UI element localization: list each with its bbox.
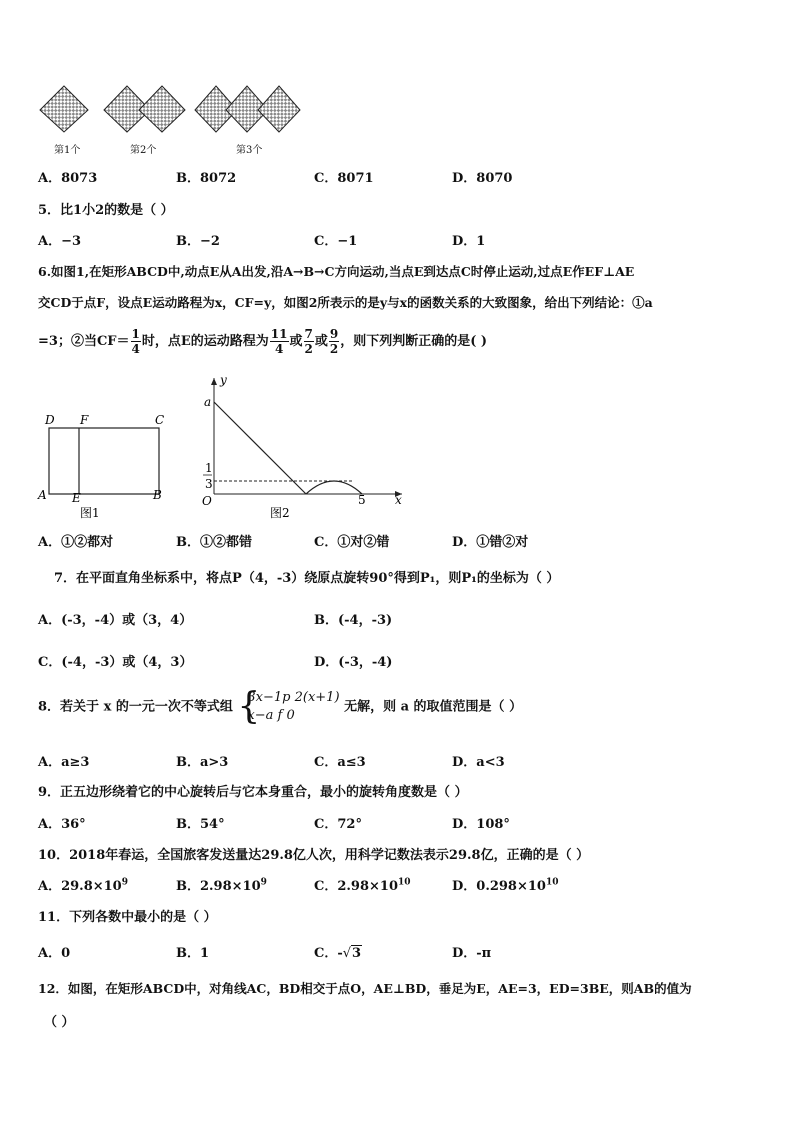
fig2-label-five: 5: [358, 493, 366, 507]
q8-option-a: A．a≥3: [38, 755, 90, 770]
fig2-label-x: x: [395, 493, 402, 507]
pattern-3: [195, 86, 300, 132]
pattern-2: [104, 86, 185, 132]
q5-option-b: B．−2: [176, 234, 220, 249]
q8-stem: [38, 686, 523, 727]
q10-option-d: D．$0.298\times 10^{10}$: [452, 877, 559, 894]
q6-line3-a: =3；②当CF＝: [38, 334, 130, 349]
fig1-caption: 图1: [80, 506, 100, 520]
q11-option-b: B．1: [176, 946, 210, 961]
fig2-label-o: O: [202, 494, 212, 508]
fig2-label-y: y: [220, 373, 227, 387]
q6-line3: [38, 327, 487, 356]
figure-2-graph: [194, 372, 409, 524]
fig2-label-a: a: [204, 395, 212, 409]
q9-option-c: C．72°: [314, 817, 362, 832]
q5-option-c: C．−1: [314, 234, 358, 249]
pattern-label-2: 第2个: [130, 145, 157, 156]
q8-row1: 3x−1p 2(x+1): [247, 690, 340, 705]
frac-nine-halves: $\frac{9}{2}$: [329, 327, 339, 356]
fig2-label-one: 1: [205, 461, 213, 475]
frac-eleven-quarters: $\frac{11}{4}$: [270, 327, 288, 356]
q10-option-a: A．$29.8\times 10^9$: [38, 877, 128, 894]
fig1-label-e: E: [72, 491, 81, 505]
q6-line3-c: 或: [289, 334, 303, 349]
q4-option-a: A．8073: [38, 171, 98, 186]
q12-line1: 12．如图，在矩形ABCD中，对角线AC，BD相交于点O，AE⊥BD，垂足为E，AE=3，ED=3BE，则AB的值为: [38, 981, 692, 996]
q9-stem: 9．正五边形绕着它的中心旋转后与它本身重合，最小的旋转角度数是（ ）: [38, 785, 468, 800]
pattern-1: [40, 86, 88, 132]
fig1-label-f: F: [80, 413, 89, 427]
q9-option-d: D．108°: [452, 817, 510, 832]
q10-option-b: B．$2.98\times 10^9$: [176, 877, 267, 894]
q5-option-a: A．−3: [38, 234, 82, 249]
q6-option-d: D．①错②对: [452, 535, 529, 550]
q8-stem-b: 无解，则 a 的取值范围是（ ）: [344, 699, 523, 715]
q6-line3-b: 时，点E的运动路程为: [141, 334, 269, 349]
q4-option-b: B．8072: [176, 171, 237, 186]
q6-option-a: A．①②都对: [38, 535, 114, 550]
q7-option-d: D．(-3，-4): [314, 655, 393, 670]
q4-option-c: C．8071: [314, 171, 374, 186]
frac-one-quarter: $\frac{1}{4}$: [131, 327, 140, 356]
q6-line3-e: ，则下列判断正确的是( ): [340, 334, 488, 349]
pattern-label-1: 第1个: [54, 145, 81, 156]
fig1-label-c: C: [155, 413, 165, 427]
brace-icon: {: [237, 686, 261, 727]
pattern-label-3: 第3个: [236, 145, 263, 156]
q8-option-d: D．a<3: [452, 755, 505, 770]
fig2-label-three: 3: [205, 477, 213, 491]
q7-option-c: C．(-4，-3）或（4，3）: [38, 655, 193, 670]
q7-option-b: B．(-4，-3): [314, 613, 393, 628]
q5-option-d: D．1: [452, 234, 486, 249]
q12-line2: （ ）: [44, 1015, 75, 1030]
q8-option-b: B．a>3: [176, 755, 229, 770]
q7-option-a: A．(-3，-4）或（3，4）: [38, 613, 193, 628]
fig1-label-d: D: [45, 413, 55, 427]
q9-option-a: A．36°: [38, 817, 86, 832]
fig1-label-a: A: [38, 488, 47, 502]
q5-stem: 5．比1小2的数是（ ）: [38, 203, 174, 218]
pattern-figures: [38, 84, 308, 136]
frac-seven-halves: $\frac{7}{2}$: [304, 327, 313, 356]
q11-stem: 11．下列各数中最小的是（ ）: [38, 910, 217, 925]
q8-inequality-system: [237, 686, 340, 727]
q7-stem: 7．在平面直角坐标系中，将点P（4，-3）绕原点旋转90°得到P₁，则P₁的坐标为（ ）: [54, 571, 560, 586]
q8-row2: x−a f 0: [247, 708, 295, 723]
q6-line3-d: 或: [314, 334, 328, 349]
q8-option-c: C．a≤3: [314, 755, 366, 770]
q10-stem: 10．2018年春运，全国旅客发送量达29.8亿人次，用科学记数法表示29.8亿，正确的是（ ）: [38, 848, 590, 863]
fig2-caption: 图2: [270, 506, 290, 520]
q6-line1: 6.如图1,在矩形ABCD中,动点E从A出发,沿A→B→C方向运动,当点E到达点C时停止运动,过点E作EF⊥AE: [38, 264, 635, 279]
figure-1-rectangle: [34, 410, 174, 522]
q10-option-c: C．$2.98\times 10^{10}$: [314, 877, 411, 894]
q11-radicand: 3: [352, 946, 362, 961]
q6-option-b: B．①②都错: [176, 535, 252, 550]
q6-option-c: C．①对②错: [314, 535, 390, 550]
q11-option-a: A．0: [38, 946, 71, 961]
q11-option-d: D．-π: [452, 946, 492, 961]
q4-option-d: D．8070: [452, 171, 513, 186]
q9-option-b: B．54°: [176, 817, 225, 832]
fig1-label-b: B: [153, 488, 162, 502]
q6-line2: 交CD于点F，设点E运动路程为x，CF=y，如图2所表示的是y与x的函数关系的大致图象，给出下列结论：①a: [38, 295, 653, 310]
q8-stem-a: 8．若关于 x 的一元一次不等式组: [38, 699, 233, 715]
q11-option-c: C．-√3: [314, 946, 362, 961]
